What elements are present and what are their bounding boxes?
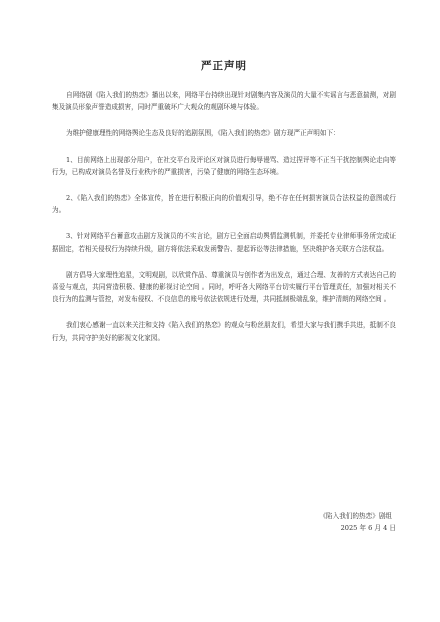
paragraph-point-2: 2、《陷入我们的热恋》全体宣传，旨在进行积极正向的价值观引导，绝不存在任何损害演员合法权益的意图或行为。 [52,194,396,215]
page-title: 严正声明 [201,60,247,72]
paragraph-intro: 自网络剧《陷入我们的热恋》播出以来，网络平台持续出现针对剧集内容及演员的大量不实谣言与恶意揣测，对剧集及演员形象声誉造成损害，同时严重破坏广大观众的观剧环境与体验。 [52,91,396,112]
paragraph-thanks: 我们衷心感谢一直以来关注和支持《陷入我们的热恋》的观众与粉丝朋友们，希望大家与我们携手共进，抵制不良行为，共同守护美好的影视文化家园。 [52,321,396,342]
paragraph-appeal: 剧方倡导大家理性追星，文明观剧，以欣赏作品、尊重演员与创作者为出发点，通过合理、友善的方式表达自己的喜爱与观点，共同营造积极、健康的影视讨论空间 。同时，呼吁各大网络平台切实履行平台管理责任，加强对相关不良行为的监测与管控，对发布侵权、不良信息的账号依法依规进行处理，共同抵制极端乱象，维护清朗的网络空间 。 [52,270,396,304]
signature-org: 《陷入我们的热恋》剧组 [319,512,392,520]
paragraph-declaration-lead: 为维护健康理性的网络舆论生态及良好的追剧氛围，《陷入我们的热恋》剧方现严正声明如下： [66,129,340,138]
paragraph-point-1: 1、目前网络上出现部分用户，在社交平台及评论区对演员进行侮辱谩骂、造过捏评等不正当干扰控制舆论走向等行为，已构成对演员名誉及行业秩序的严重损害，污染了健康的网络生态环境。 [52,155,396,176]
signature-date: 2025 年 6 月 4 日 [340,524,396,532]
paragraph-point-3: 3、针对网络平台蓄意攻击剧方及演员的不实言论，剧方已全面启动舆情监测机制，并委托专业律师事务所完成证据固定，若相关侵权行为持续升级，剧方将依法采取发函警告、提起诉讼等法律措施，坚决维护各关联方合法权益。 [52,232,396,253]
signature-block [319,510,396,534]
